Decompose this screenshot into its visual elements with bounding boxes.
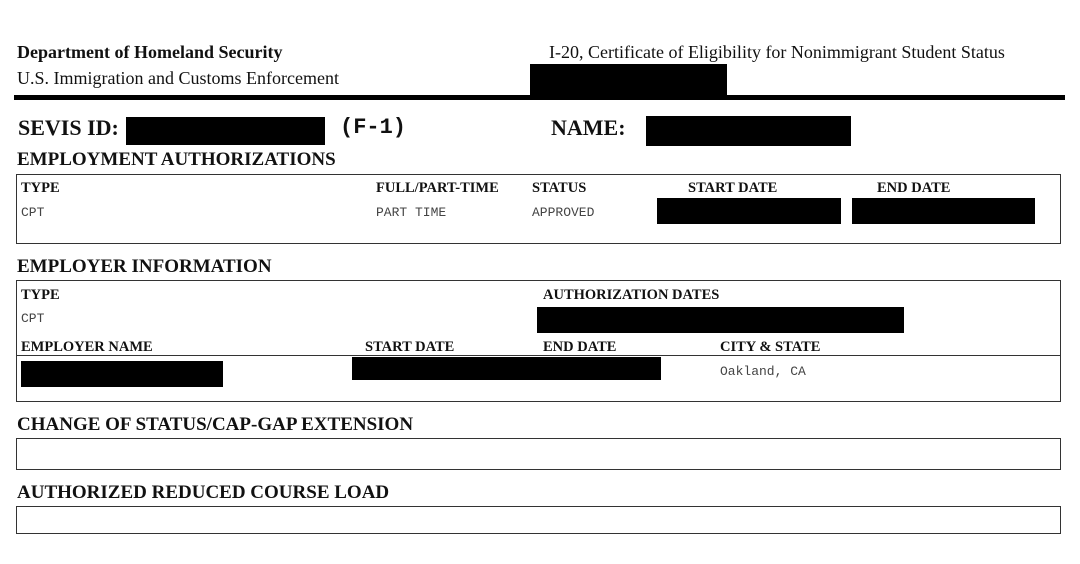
reduced-course-load-title: AUTHORIZED REDUCED COURSE LOAD <box>17 482 390 503</box>
employment-authorizations-title: EMPLOYMENT AUTHORIZATIONS <box>17 149 336 170</box>
redacted-name <box>646 116 851 146</box>
authorization-dates-label: AUTHORIZATION DATES <box>543 287 720 303</box>
sub-agency-name: U.S. Immigration and Customs Enforcement <box>17 68 339 88</box>
col-start-date: START DATE <box>688 180 778 196</box>
city-state-label: CITY & STATE <box>720 339 821 355</box>
agency-name: Department of Homeland Security <box>17 42 283 62</box>
employer-end-date-label: END DATE <box>543 339 617 355</box>
employer-type-value: CPT <box>21 311 45 326</box>
redacted-sevis-id <box>126 117 325 145</box>
name-label: NAME: <box>551 115 626 140</box>
form-title: I-20, Certificate of Eligibility for Nonimmigrant Student Status <box>549 42 1005 62</box>
employer-start-date-label: START DATE <box>365 339 455 355</box>
redacted-employer-name <box>21 361 223 387</box>
sevis-id-label: SEVIS ID: <box>18 115 119 140</box>
reduced-course-load-box <box>16 506 1061 534</box>
col-status: STATUS <box>532 180 587 196</box>
employment-time-value: PART TIME <box>376 205 447 220</box>
change-of-status-box <box>16 438 1061 470</box>
redacted-employment-end-date <box>852 198 1035 224</box>
redacted-employment-start-date <box>657 198 841 224</box>
employer-divider <box>16 355 1061 356</box>
col-end-date: END DATE <box>877 180 951 196</box>
employer-name-label: EMPLOYER NAME <box>21 339 153 355</box>
header-rule <box>14 95 1065 100</box>
col-full-part-time: FULL/PART-TIME <box>376 180 499 196</box>
redacted-authorization-dates <box>537 307 904 333</box>
employer-type-label: TYPE <box>21 287 60 303</box>
employer-information-title: EMPLOYER INFORMATION <box>17 256 272 277</box>
city-state-value: Oakland, CA <box>720 364 806 379</box>
col-type: TYPE <box>21 180 60 196</box>
visa-class: (F-1) <box>340 115 407 140</box>
change-of-status-title: CHANGE OF STATUS/CAP-GAP EXTENSION <box>17 414 414 435</box>
redacted-employer-dates <box>352 357 661 380</box>
redacted-form-number <box>530 64 727 95</box>
employment-status-value: APPROVED <box>532 205 595 220</box>
employment-type-value: CPT <box>21 205 45 220</box>
